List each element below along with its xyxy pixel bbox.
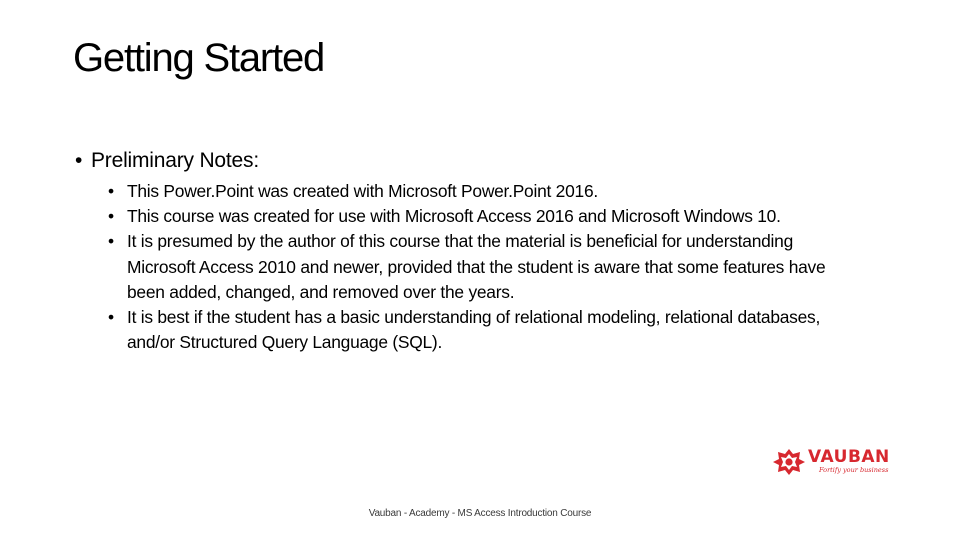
bullet-icon: • [108, 307, 114, 328]
sub-bullet [75, 179, 853, 204]
slide-title: Getting Started [73, 36, 325, 80]
logo-wordmark: VAUBAN [808, 447, 890, 467]
bullet-icon: • [108, 231, 114, 252]
main-bullet [75, 147, 875, 175]
bullet-icon: • [108, 181, 114, 201]
main-bullet-text: Preliminary Notes: [91, 149, 259, 172]
sub-bullet-list [75, 179, 875, 355]
slide-footer: Vauban - Academy - MS Access Introduction Course [368, 508, 592, 519]
sub-bullet-text: It is best if the student has a basic understanding of relational modeling, relational databases, and/or Structured Query Language (SQL). [127, 307, 821, 353]
sub-bullet-text: This Power.Point was created with Microsoft Power.Point 2016. [127, 181, 598, 201]
vauban-logo [772, 447, 926, 477]
sub-bullet [75, 204, 853, 229]
sub-bullet [75, 229, 853, 305]
sub-bullet-text: This course was created for use with Microsoft Access 2016 and Microsoft Windows 10. [127, 206, 781, 227]
slide-body [75, 147, 875, 355]
bullet-icon: • [108, 206, 114, 227]
sub-bullet-text: It is presumed by the author of this course that the material is beneficial for understanding Microsoft Access 2010 and newer, provided that the student is aware that some features have been added, changed, and removed over the years. [127, 231, 826, 302]
sub-bullet [75, 305, 853, 355]
bullet-icon: • [75, 149, 83, 172]
fort-emblem-icon [772, 448, 806, 476]
logo-tagline: Fortify your business [819, 466, 889, 474]
